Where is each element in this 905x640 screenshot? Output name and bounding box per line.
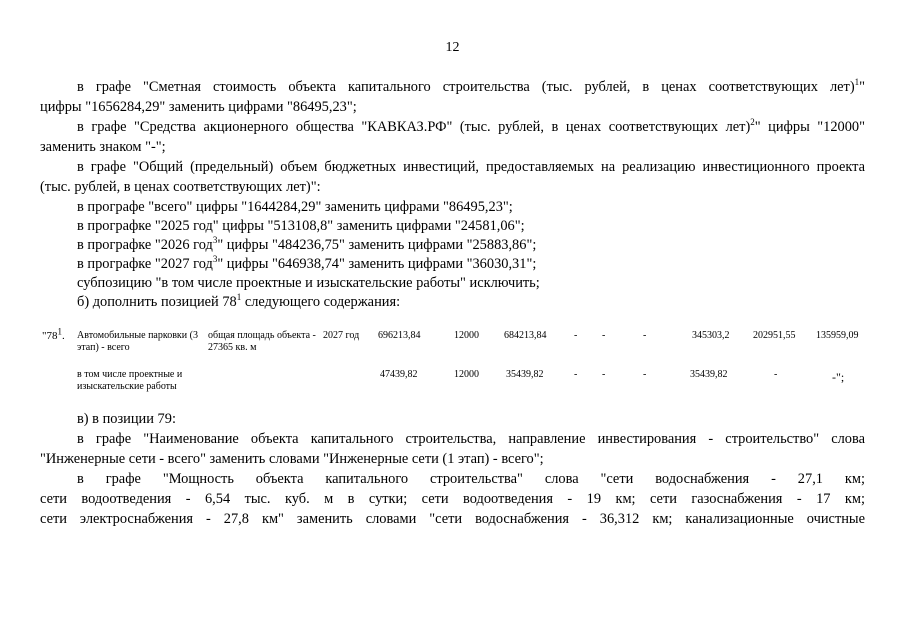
cell-value: 135959,09 — [816, 330, 859, 341]
cell-dash: - — [602, 330, 606, 341]
cell-value: 345303,2 — [692, 330, 730, 341]
paragraph-line: цифры "1656284,29" заменить цифрами "86495,23"; — [40, 99, 357, 115]
paragraph-line: в) в позиции 79: — [77, 411, 176, 427]
paragraph-line: субпозицию "в том числе проектные и изыскательские работы" исключить; — [77, 275, 540, 291]
paragraph-line: в графе "Средства акционерного общества "КАВКАЗ.РФ" (тыс. рублей, в ценах соответствующих лет)$^2$" цифры "12000" — [77, 118, 865, 135]
cell-dash: - — [602, 369, 606, 380]
paragraph-line: в графе "Общий (предельный) объем бюджетных инвестиций, предоставляемых на реализацию инвестиционного проекта — [77, 159, 865, 175]
sub-object-name: в том числе проектные и изыскательские работы — [77, 369, 183, 392]
paragraph-line: заменить знаком "-"; — [40, 139, 166, 155]
paragraph-line: сети электроснабжения - 27,8 км" заменить словами "сети водоснабжения - 36,312 км; канализационные очистные — [40, 511, 865, 527]
cell-dash: - — [643, 369, 647, 380]
cell-dash: - — [574, 330, 578, 341]
paragraph-line: в прографке "2025 год" цифры "513108,8" заменить цифрами "24581,06"; — [77, 218, 525, 234]
paragraph-line: в прографке "2027 год$^3$" цифры "646938,74" заменить цифрами "36030,31"; — [77, 254, 537, 272]
object-name: Автомобильные парковки (3 этап) - всего — [77, 330, 198, 353]
position-number: "$78^1$. — [42, 326, 65, 342]
cell-dash: - — [774, 369, 778, 380]
row-end-quote: -"; — [832, 370, 845, 384]
cell-dash: - — [643, 330, 647, 341]
paragraph-line: в прографке "2026 год$^3$" цифры "484236,75" заменить цифрами "25883,86"; — [77, 235, 537, 253]
cell-value: 12000 — [454, 330, 479, 341]
page-number: 12 — [445, 40, 460, 55]
paragraph-line: "Инженерные сети - всего" заменить словами "Инженерные сети (1 этап) - всего"; — [40, 451, 544, 467]
object-capacity: общая площадь объекта - 27365 кв. м — [208, 330, 316, 353]
cell-value: 35439,82 — [690, 369, 728, 380]
cell-value: 47439,82 — [380, 369, 418, 380]
paragraph-line: в графе "Сметная стоимость объекта капитального строительства (тыс. рублей, в ценах соответствующих лет)$^1$" — [77, 78, 865, 95]
paragraph-line: б) дополнить позицией $78^1$ следующего содержания: — [77, 292, 401, 310]
paragraph-line: в графе "Мощность объекта капитального строительства" слова "сети водоснабжения - 27,1 км; — [77, 471, 865, 487]
completion-year: 2027 год — [323, 330, 360, 341]
cell-value: 684213,84 — [504, 330, 547, 341]
cell-dash: - — [574, 369, 578, 380]
cell-value: 12000 — [454, 369, 479, 380]
cell-value: 202951,55 — [753, 330, 796, 341]
paragraph-line: сети водоотведения - 6,54 тыс. куб. м в сутки; сети водоотведения - 19 км; сети газоснабжения - 17 км; — [40, 491, 865, 507]
paragraph-line: в графе "Наименование объекта капитального строительства, направление инвестирования - строительство" слова — [77, 431, 865, 447]
paragraph-line: в прографе "всего" цифры "1644284,29" заменить цифрами "86495,23"; — [77, 199, 513, 215]
paragraph-line: (тыс. рублей, в ценах соответствующих лет)": — [40, 179, 321, 195]
cell-value: 696213,84 — [378, 330, 421, 341]
cell-value: 35439,82 — [506, 369, 544, 380]
